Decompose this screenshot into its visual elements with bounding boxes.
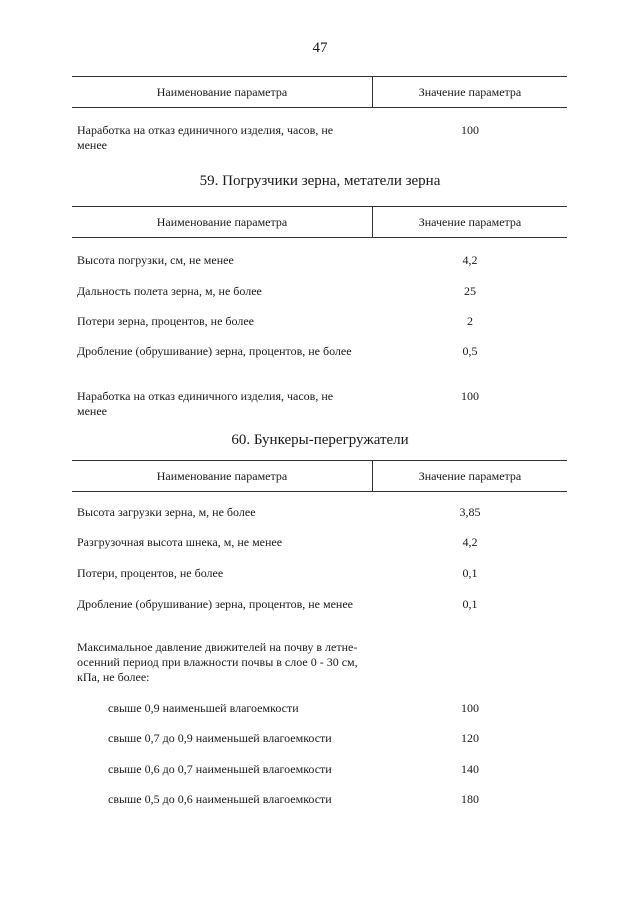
param-value: 120 (461, 731, 479, 745)
section-title-60: 60. Бункеры-перегружатели (231, 432, 409, 448)
param-name: Высота загрузки зерна, м, не более (77, 505, 256, 519)
param-name: Дальность полета зерна, м, не более (77, 284, 262, 298)
page-number: 47 (312, 40, 328, 56)
param-value: 0,1 (462, 597, 478, 611)
table-header (72, 206, 567, 238)
param-value: 4,2 (462, 253, 478, 267)
column-header-value: Значение параметра (418, 214, 522, 229)
table-header (72, 76, 567, 108)
param-value: 100 (461, 701, 479, 715)
param-name: свыше 0,5 до 0,6 наименьшей влагоемкости (108, 792, 332, 806)
param-value: 2 (467, 314, 473, 328)
param-value: 3,85 (459, 505, 481, 519)
table-header (72, 460, 567, 492)
column-header-name: Наименование параметра (72, 77, 373, 107)
param-value: 4,2 (462, 535, 478, 549)
param-name: свыше 0,7 до 0,9 наименьшей влагоемкости (108, 731, 332, 745)
param-value: 100 (461, 389, 479, 403)
param-name: Потери зерна, процентов, не более (77, 314, 254, 328)
param-name: Потери, процентов, не более (77, 566, 224, 580)
column-header-value: Значение параметра (418, 84, 522, 99)
section-title-59: 59. Погрузчики зерна, метатели зерна (199, 173, 441, 189)
param-value: 180 (461, 792, 479, 806)
column-header-name: Наименование параметра (72, 461, 373, 491)
param-name: Разгрузочная высота шнека, м, не менее (77, 535, 283, 549)
param-name: Наработка на отказ единичного изделия, часов, не менее (77, 123, 334, 152)
param-value: 100 (461, 123, 479, 137)
column-header-value: Значение параметра (418, 468, 522, 483)
param-value: 0,1 (462, 566, 478, 580)
param-value: 25 (464, 284, 476, 298)
param-name: Высота погрузки, см, не менее (77, 253, 234, 267)
param-name: свыше 0,9 наименьшей влагоемкости (108, 701, 299, 715)
param-name: свыше 0,6 до 0,7 наименьшей влагоемкости (108, 762, 332, 776)
param-value: 140 (461, 762, 479, 776)
group-label: Максимальное давление движителей на почву в летне-осенний период при влажности почвы в слое 0 - 30 см, кПа, не более: (77, 640, 358, 684)
param-name: Дробление (обрушивание) зерна, процентов, не более (77, 344, 352, 358)
param-name: Дробление (обрушивание) зерна, процентов, не менее (77, 597, 353, 611)
column-header-name: Наименование параметра (72, 207, 373, 237)
param-name: Наработка на отказ единичного изделия, часов, не менее (77, 389, 334, 418)
param-value: 0,5 (462, 344, 478, 358)
